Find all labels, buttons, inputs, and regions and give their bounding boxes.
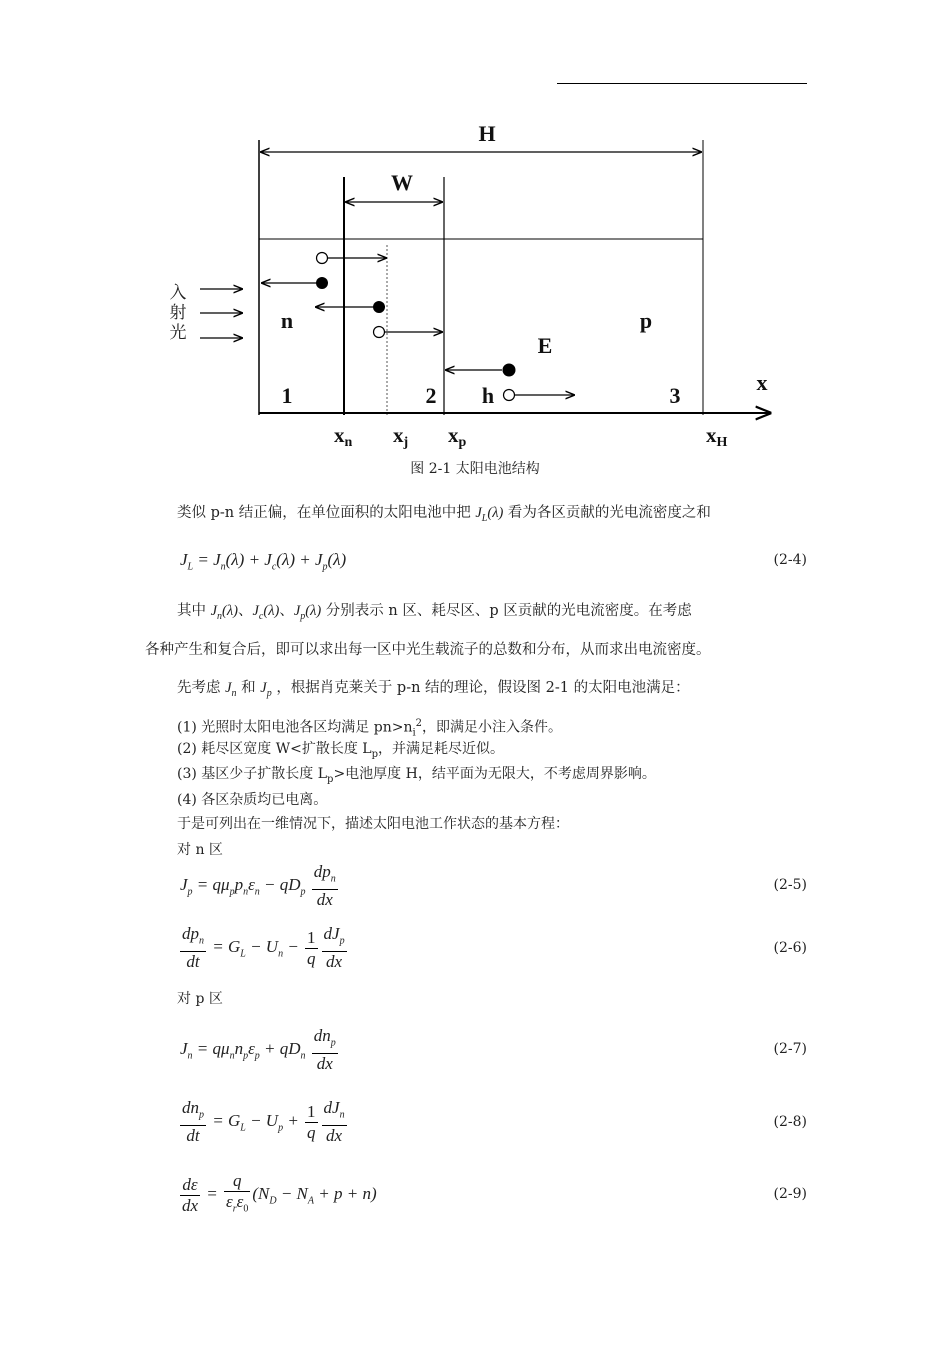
- paragraph: 于是可列出在一维情况下，描述太阳电池工作状态的基本方程：: [177, 816, 569, 832]
- math-inline: $J_p$: [260, 680, 272, 699]
- text-span: 和: [241, 680, 256, 696]
- equation-2-9: $\frac{d\varepsilon}{dx}$ = $\frac{q}{\varepsilon_r\varepsilon_0}$ $(N_D - N_A + p + n)$: [182, 1171, 377, 1215]
- text-span: (3) 基区少子扩散长度 L: [177, 766, 328, 782]
- label-region-2: 2: [425, 383, 437, 408]
- label-region-3: 3: [669, 383, 681, 408]
- incident-light-char: 射: [169, 303, 187, 323]
- hole-carrier: [317, 253, 328, 264]
- label-p-region: p: [639, 308, 653, 333]
- solar-cell-structure-diagram: [0, 0, 950, 450]
- equation-number: (2-6): [773, 940, 807, 956]
- equation-number: (2-7): [773, 1041, 807, 1057]
- equation-2-7: $J_n = q\mu_nn_p\varepsilon_p + qD_n$ $\frac{dn_p}{dx}$: [180, 1026, 336, 1074]
- label-x-axis: x: [756, 370, 768, 395]
- tick-label-xj: xj: [393, 423, 409, 450]
- text-span: (2) 耗尽区宽度 W<扩散长度 L: [177, 741, 372, 757]
- math-inline: $J_n(\lambda)$、$J_c(\lambda)$、$J_p(\lambda)$: [210, 603, 322, 622]
- text-span: ，并满足耗尽近似。: [378, 741, 505, 757]
- label-n-region: n: [280, 308, 294, 333]
- text-span: >电池厚度 H，结平面为无限大，不考虑周界影响。: [333, 766, 656, 782]
- label-region-1: 1: [281, 383, 293, 408]
- paragraph: [177, 678, 690, 704]
- tick-label-xp: xp: [448, 423, 467, 450]
- label-W: W: [391, 170, 413, 195]
- text-span: 看为各区贡献的光电流密度之和: [507, 505, 711, 521]
- equation-2-4: $J_L = J_n(\lambda) + J_c(\lambda) + J_p(\lambda)$: [180, 550, 347, 573]
- tick-label-xH: xH: [706, 423, 728, 450]
- equation-number: (2-4): [773, 552, 807, 568]
- subscript: i: [412, 727, 416, 739]
- electron-carrier: [503, 364, 516, 377]
- paragraph: [177, 601, 692, 627]
- equation-number: (2-5): [773, 877, 807, 893]
- subscript: p: [371, 748, 379, 760]
- subscript: p: [327, 773, 334, 785]
- text-span: 分别表示 n 区、耗尽区、p 区贡献的光电流密度。在考虑: [325, 603, 692, 619]
- label-H: H: [478, 121, 496, 146]
- text-span: ，根据肖克莱关于 p-n 结的理论，假设图 2-1 的太阳电池满足：: [276, 680, 690, 696]
- superscript: 2: [415, 718, 423, 729]
- label-h: h: [481, 383, 495, 408]
- text-span: 类似 p-n 结正偏，在单位面积的太阳电池中把: [177, 505, 471, 521]
- text-span: (1) 光照时太阳电池各区均满足 pn>n: [177, 719, 413, 736]
- n-region-heading: 对 n 区: [177, 842, 223, 858]
- condition-3: [177, 764, 656, 790]
- condition-2: [177, 739, 504, 765]
- math-inline: $J_n$: [225, 680, 237, 699]
- label-E-field: E: [537, 333, 553, 358]
- condition-4: (4) 各区杂质均已电离。: [177, 792, 328, 808]
- paragraph: 各种产生和复合后，即可以求出每一区中光生载流子的总数和分布，从而求出电流密度。: [145, 642, 711, 658]
- p-region-heading: 对 p 区: [177, 991, 223, 1007]
- equation-2-8: $\frac{dn_p}{dt}$ = $G_L - U_p$ + $\frac{1}{q}$ $\frac{dJ_n}{dx}$: [182, 1098, 345, 1146]
- text-span: 其中: [177, 603, 206, 619]
- equation-2-5: $J_p = q\mu_pp_n\varepsilon_n - qD_p$ $\frac{dp_n}{dx}$: [180, 862, 336, 910]
- paragraph: [177, 503, 711, 529]
- electron-carrier: [373, 301, 385, 313]
- text-span: ，即满足小注入条件。: [422, 719, 563, 736]
- equation-2-6: $\frac{dp_n}{dt}$ = $G_L - U_n$ − $\frac{1}{q}$ $\frac{dJ_p}{dx}$: [182, 924, 345, 972]
- incident-light-char: 光: [169, 323, 187, 343]
- figure-caption: 图 2-1 太阳电池结构: [410, 461, 540, 477]
- incident-light-char: 入: [169, 283, 187, 303]
- hole-carrier: [504, 390, 515, 401]
- equation-number: (2-9): [773, 1186, 807, 1202]
- hole-carrier: [374, 327, 385, 338]
- tick-label-xn: xn: [334, 423, 353, 450]
- math-inline: $J_L(\lambda)$: [475, 505, 504, 524]
- equation-number: (2-8): [773, 1114, 807, 1130]
- electron-carrier: [316, 277, 328, 289]
- text-span: 先考虑: [177, 680, 221, 696]
